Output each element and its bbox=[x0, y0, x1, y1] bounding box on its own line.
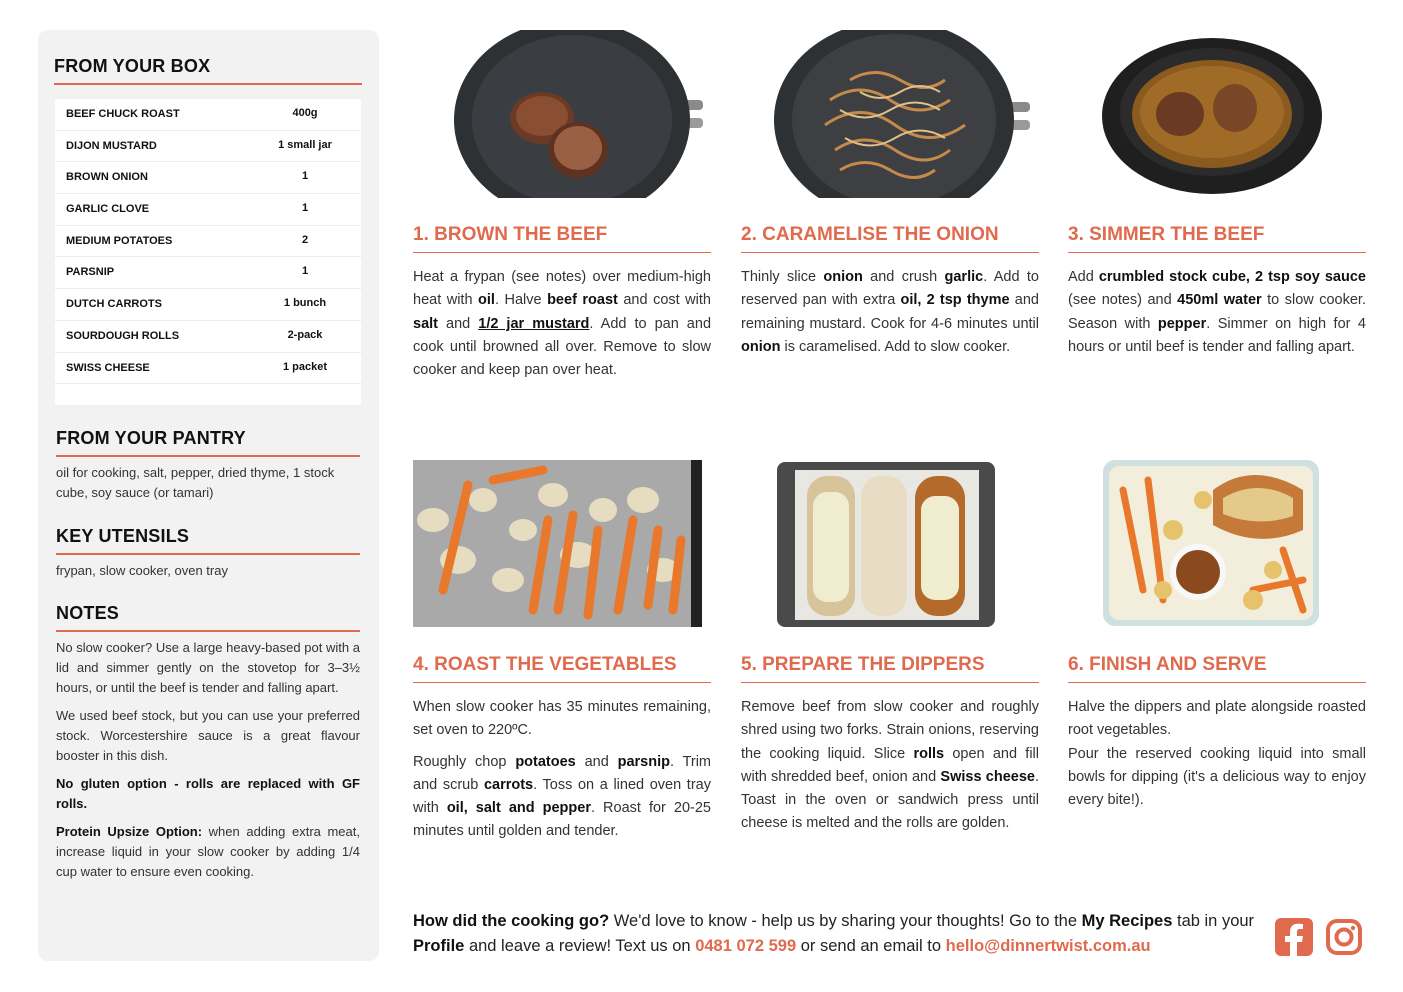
note-gluten: No gluten option - rolls are replaced with GF rolls. bbox=[56, 776, 360, 811]
notes-title: NOTES bbox=[56, 603, 360, 632]
notes-body bbox=[56, 638, 360, 890]
step-1-body: Heat a frypan (see notes) over medium-high heat with oil. Halve beef roast and cost with salt and 1/2 jar mustard. Add to pan and cook until browned all over. Remove to slow cooker and keep pan over heat. bbox=[413, 269, 712, 379]
box-ingredient-row bbox=[55, 353, 361, 385]
phone-number[interactable]: 0481 072 599 bbox=[695, 937, 797, 955]
email-link[interactable]: hello@dinnertwist.com.au bbox=[945, 937, 1151, 955]
feedback-footer: How did the cooking go? We'd love to know - help us by sharing your thoughts! Go to the My Recipes tab in your Profile and leave a review! Text us on 0481 072 599 or send an email to hello@dinnertwist.com.au bbox=[413, 912, 1255, 955]
box-ingredient-row bbox=[55, 257, 361, 289]
ingredient-quantity: 1 bunch bbox=[283, 297, 327, 310]
box-ingredient-row bbox=[55, 289, 361, 321]
step-6-body: Halve the dippers and plate alongside roasted root vegetables. Pour the reserved cooking liquid into small bowls for dipping (it's a delicious way to enjoy every bite!). bbox=[1068, 699, 1366, 809]
ingredient-quantity: 1 bbox=[301, 265, 309, 278]
box-ingredient-row bbox=[55, 162, 361, 194]
step-1-title: 1. BROWN THE BEEF bbox=[413, 224, 711, 253]
ingredient-name: DIJON MUSTARD bbox=[66, 139, 157, 152]
note-stock: We used beef stock, but you can use your preferred stock. Worcestershire sauce is a great flavour booster in this dish. bbox=[56, 708, 360, 763]
facebook-icon[interactable] bbox=[1275, 918, 1313, 956]
box-ingredient-row bbox=[55, 194, 361, 226]
ingredient-quantity: 2-pack bbox=[287, 328, 323, 341]
photo-finish-serve bbox=[1103, 460, 1319, 626]
ingredient-quantity: 1 small jar bbox=[278, 138, 332, 151]
instagram-icon[interactable] bbox=[1325, 918, 1363, 956]
ingredient-name: BROWN ONION bbox=[66, 171, 148, 184]
box-ingredient-row bbox=[55, 131, 361, 163]
box-ingredient-row bbox=[55, 226, 361, 258]
step-3-body: Add crumbled stock cube, 2 tsp soy sauce (see notes) and 450ml water to slow cooker. Season with pepper. Simmer on high for 4 hours or until beef is tender and falling apart. bbox=[1068, 269, 1366, 355]
ingredients-sidebar bbox=[38, 30, 379, 961]
step-3-title: 3. SIMMER THE BEEF bbox=[1068, 224, 1366, 253]
photo-prepare-dippers bbox=[777, 462, 995, 627]
ingredient-name: PARSNIP bbox=[66, 266, 115, 279]
ingredient-name: DUTCH CARROTS bbox=[66, 298, 162, 311]
step-4-body: When slow cooker has 35 minutes remaining, set oven to 220ºC. Roughly chop potatoes and parsnip. Trim and scrub carrots. Toss on a lined oven tray with oil, salt and pepper. Roast for 20-25 minutes until golden and tender. bbox=[413, 699, 712, 840]
step-2-body: Thinly slice onion and crush garlic. Add to reserved pan with extra oil, 2 tsp thyme and remaining mustard. Cook for 4-6 minutes until onion is caramelised. Add to slow cooker. bbox=[741, 269, 1039, 355]
step-6-title: 6. FINISH AND SERVE bbox=[1068, 654, 1366, 683]
box-ingredient-row bbox=[55, 321, 361, 353]
box-ingredient-row bbox=[55, 99, 361, 131]
photo-roast-vegetables bbox=[413, 460, 702, 627]
photo-simmer-beef bbox=[1100, 32, 1325, 194]
from-your-pantry-title: FROM YOUR PANTRY bbox=[56, 428, 360, 457]
box-ingredients-table bbox=[55, 99, 361, 405]
pantry-text: oil for cooking, salt, pepper, dried thyme, 1 stock cube, soy sauce (or tamari) bbox=[56, 465, 335, 500]
ingredient-name: MEDIUM POTATOES bbox=[66, 234, 173, 247]
utensils-text: frypan, slow cooker, oven tray bbox=[56, 563, 228, 578]
ingredient-name: SWISS CHEESE bbox=[66, 361, 150, 374]
ingredient-name: GARLIC CLOVE bbox=[66, 203, 150, 216]
key-utensils-title: KEY UTENSILS bbox=[56, 526, 360, 555]
photo-caramelise-onion bbox=[770, 30, 1032, 198]
ingredient-quantity: 1 bbox=[301, 170, 309, 183]
note-slow-cooker: No slow cooker? Use a large heavy-based pot with a lid and simmer gently on the stovetop for 3–3½ hours, or until the beef is tender and falling apart. bbox=[56, 640, 360, 695]
profile-link[interactable]: Profile bbox=[413, 937, 465, 955]
ingredient-quantity: 1 bbox=[301, 202, 309, 215]
step-4-title: 4. ROAST THE VEGETABLES bbox=[413, 654, 711, 683]
ingredient-name: BEEF CHUCK ROAST bbox=[66, 108, 180, 120]
from-your-box-title: FROM YOUR BOX bbox=[54, 56, 362, 85]
my-recipes-link[interactable]: My Recipes bbox=[1081, 912, 1173, 930]
ingredient-name: SOURDOUGH ROLLS bbox=[66, 329, 180, 342]
step-5-body: Remove beef from slow cooker and roughly shred using two forks. Strain onions, reserving the cooking liquid. Slice rolls open and fill with shredded beef, onion and Swiss cheese. Toast in the oven or sandwich press until cheese is melted and the rolls are golden. bbox=[741, 699, 1039, 832]
ingredient-quantity: 2 bbox=[301, 233, 309, 246]
note-protein-upsize: Protein Upsize Option: when adding extra meat, increase liquid in your slow cooker by adding 1/4 cup water to ensure even cooking. bbox=[56, 824, 360, 879]
step-5-title: 5. PREPARE THE DIPPERS bbox=[741, 654, 1039, 683]
ingredient-quantity: 400g bbox=[292, 107, 318, 119]
step-2-title: 2. CARAMELISE THE ONION bbox=[741, 224, 1039, 253]
ingredient-quantity: 1 packet bbox=[282, 360, 328, 373]
photo-brown-beef bbox=[450, 30, 705, 198]
